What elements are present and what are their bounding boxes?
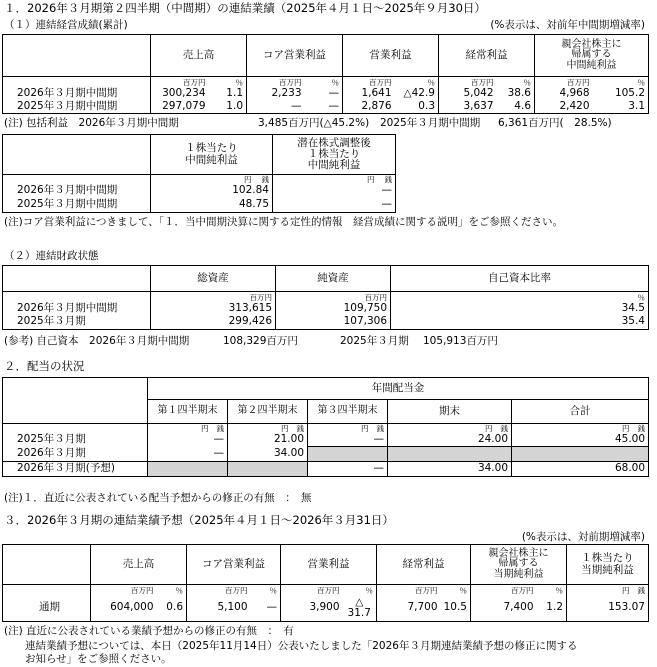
unit-label: 百万円: [535, 77, 593, 88]
equity-ref-label: (参考) 自己資本 2026年３月期中間期: [4, 335, 190, 347]
table-cell: △ 31.7: [343, 595, 377, 621]
unit-label: 銭: [216, 424, 224, 433]
table-cell: 604,000: [91, 595, 157, 621]
table-cell: 7,400: [471, 595, 537, 621]
unit-label: 銭: [376, 424, 384, 433]
table-cell: 68.00: [512, 461, 649, 476]
unit-label: ％: [593, 77, 649, 88]
table-cell: 24.00: [388, 433, 512, 446]
col-header: 親会社株主に 帰属する 中間純利益: [535, 35, 649, 77]
col-header: 営業利益: [343, 35, 439, 77]
unit-label: 銭: [637, 585, 645, 595]
col-header: 総資産: [151, 266, 276, 292]
section-heading-operating: （１）連結経営成績(累計): [4, 19, 128, 31]
row-label: 2025年３月期中間期: [3, 197, 151, 212]
row-label: 2026年３月期(予想): [3, 461, 148, 476]
note-label: (注) 包括利益 2026年３月期中間期: [4, 117, 179, 129]
table-cell: 3.1: [593, 100, 649, 114]
table-cell: —: [247, 100, 305, 114]
forecast-table: [2, 544, 649, 622]
table-cell: 4,968: [535, 87, 593, 100]
note-value: 6,361百万円( 28.5%): [498, 117, 612, 129]
unit-label: 百万円: [343, 77, 395, 88]
table-cell: —: [148, 433, 228, 446]
table-cell: 299,426: [151, 315, 276, 329]
col-header: コア営業利益: [187, 545, 281, 585]
col-header: 売上高: [91, 545, 187, 585]
table-cell: —: [305, 100, 343, 114]
row-label: 2025年３月期: [3, 315, 151, 329]
unit-label: 銭: [296, 424, 304, 433]
table-cell: 4.6: [497, 100, 535, 114]
table-cell: 2,420: [535, 100, 593, 114]
table-cell: —: [273, 197, 396, 212]
note-label: 2025年３月期中間期: [380, 117, 481, 129]
financial-position-table: [2, 265, 649, 330]
unit-label: 円: [485, 424, 493, 433]
col-header: 親会社株主に 帰属する 当期純利益: [471, 545, 567, 585]
dividend-note: (注)１．直近に公表されている配当予想からの修正の有無 ： 無: [4, 492, 312, 504]
unit-label: ％: [157, 585, 187, 596]
table-cell: —: [148, 446, 228, 461]
unit-label: 百万円: [151, 292, 276, 303]
table-cell: 1.2: [537, 595, 567, 621]
unit-label: 銭: [637, 424, 646, 433]
percent-note: (%表示は、対前年中間期増減率): [490, 19, 645, 31]
unit-label: 円: [622, 585, 630, 595]
forecast-note: (注) 直近に公表されている業績予想からの修正の有無 ： 有: [4, 625, 294, 637]
table-cell: 10.5: [441, 595, 471, 621]
section-title-1: １．2026年３月期第２四半期（中間期）の連結業績（2025年４月１日～2025年９月30日）: [4, 1, 486, 15]
col-header: 営業利益: [281, 545, 377, 585]
forecast-note: お知らせ」をご参照ください。: [4, 653, 172, 665]
row-label: 2025年３月期中間期: [3, 100, 151, 114]
shaded-cell: [512, 446, 649, 461]
table-cell: 3,637: [439, 100, 497, 114]
table-cell: —: [305, 87, 343, 100]
col-header: コア営業利益: [247, 35, 343, 77]
unit-label: 円: [201, 424, 209, 433]
table-cell: 107,306: [276, 315, 391, 329]
unit-label: 円: [281, 424, 289, 433]
eps-table: [2, 134, 396, 213]
unit-label: 百万円: [91, 585, 157, 596]
row-label: 2025年３月期: [3, 433, 148, 446]
table-cell: 5,100: [187, 595, 251, 621]
unit-label: ％: [209, 77, 247, 88]
table-cell: —: [308, 461, 388, 476]
equity-ref-value: 105,913百万円: [423, 335, 498, 347]
unit-label: 百万円: [276, 292, 391, 303]
percent-note: (%表示は、対前期増減率): [521, 531, 645, 543]
table-cell: 34.00: [228, 446, 308, 461]
shaded-cell: [308, 446, 388, 461]
col-header: 第２四半期末: [228, 400, 308, 424]
unit-label: 百万円: [377, 585, 441, 596]
unit-label: 銭: [261, 175, 269, 184]
table-cell: 1,641: [343, 87, 395, 100]
table-cell: 45.00: [512, 433, 649, 446]
table-cell: 0.6: [157, 595, 187, 621]
unit-label: 円: [622, 424, 630, 433]
table-cell: —: [273, 184, 396, 197]
table-cell: 300,234: [151, 87, 209, 100]
unit-label: ％: [305, 77, 343, 88]
table-cell: 1.1: [209, 87, 247, 100]
table-cell: 35.4: [391, 315, 649, 329]
col-header: １株当たり 中間純利益: [151, 135, 273, 175]
col-header: 自己資本比率: [391, 266, 649, 292]
table-cell: 48.75: [151, 197, 273, 212]
unit-label: 百万円: [187, 585, 251, 596]
table-cell: 313,615: [151, 302, 276, 315]
unit-label: 銭: [384, 175, 392, 184]
table-cell: —: [251, 595, 281, 621]
row-label: 通期: [3, 595, 91, 621]
comprehensive-income-note: [4, 117, 179, 130]
section-heading-financial: （２）連結財政状態: [4, 250, 99, 262]
unit-label: ％: [537, 585, 567, 596]
unit-label: 百万円: [439, 77, 497, 88]
table-cell: 0.3: [395, 100, 439, 114]
col-header: 純資産: [276, 266, 391, 292]
col-header: 潜在株式調整後 １株当たり 中間純利益: [273, 135, 396, 175]
col-header: 経常利益: [439, 35, 535, 77]
dividends-table: [2, 377, 649, 477]
unit-label: ％: [395, 77, 439, 88]
col-header: 売上高: [151, 35, 247, 77]
row-label: 2026年３月期中間期: [3, 302, 151, 315]
section-title-2: ２．配当の状況: [4, 359, 85, 373]
unit-label: 百万円: [471, 585, 537, 596]
table-cell: 3,900: [281, 595, 343, 621]
unit-label: 円: [367, 175, 375, 184]
table-cell: 105.2: [593, 87, 649, 100]
operating-results-table: [2, 34, 649, 114]
table-cell: 2,233: [247, 87, 305, 100]
core-profit-note: (注)コア営業利益につきまして、「１．当中間期決算に関する定性的情報 経営成績に関する説明」をご参照ください。: [4, 216, 564, 228]
table-cell: 297,079: [151, 100, 209, 114]
shaded-cell: [148, 461, 228, 476]
row-label: 2026年３月期中間期: [3, 87, 151, 100]
table-cell: 1.0: [209, 100, 247, 114]
table-cell: 7,700: [377, 595, 441, 621]
table-cell: △42.9: [395, 87, 439, 100]
shaded-cell: [388, 446, 512, 461]
equity-ref-label: 2025年３月期: [340, 335, 409, 347]
unit-label: ％: [497, 77, 535, 88]
unit-label: 百万円: [281, 585, 343, 596]
table-cell: 5,042: [439, 87, 497, 100]
col-header: 経常利益: [377, 545, 471, 585]
table-cell: —: [308, 433, 388, 446]
row-label: 2026年３月期中間期: [3, 184, 151, 197]
header-blank: [3, 35, 151, 77]
unit-label: 百万円: [151, 77, 209, 88]
unit-label: ％: [251, 585, 281, 596]
equity-ref-value: 108,329百万円: [223, 335, 298, 347]
table-cell: 34.00: [388, 461, 512, 476]
forecast-note: 連結業績予想については、本日（2025年11月14日）公表いたしました「2026年３月期連結業績予想の修正に関する: [4, 640, 578, 652]
unit-label: 円: [361, 424, 369, 433]
table-cell: 38.6: [497, 87, 535, 100]
col-header: 第３四半期末: [308, 400, 388, 424]
table-cell: 34.5: [391, 302, 649, 315]
unit-label: 円: [244, 175, 252, 184]
unit-label: ％: [391, 292, 649, 303]
table-cell: 153.07: [567, 595, 649, 621]
group-header: 年間配当金: [148, 378, 649, 400]
section-title-3: ３．2026年３月期の連結業績予想（2025年４月１日～2026年３月31日）: [4, 513, 394, 527]
table-cell: 2,876: [343, 100, 395, 114]
table-cell: 109,750: [276, 302, 391, 315]
note-value: 3,485百万円(△45.2%): [258, 117, 370, 129]
col-header: 合計: [512, 400, 649, 424]
unit-label: 百万円: [247, 77, 305, 88]
table-cell: 102.84: [151, 184, 273, 197]
unit-label: ％: [441, 585, 471, 596]
shaded-cell: [228, 461, 308, 476]
col-header: 第１四半期末: [148, 400, 228, 424]
col-header: 期末: [388, 400, 512, 424]
table-cell: 21.00: [228, 433, 308, 446]
unit-label: 銭: [500, 424, 508, 433]
row-label: 2026年３月期: [3, 446, 148, 461]
col-header: １株当たり 当期純利益: [567, 545, 649, 585]
unit-label: ％: [343, 585, 377, 596]
